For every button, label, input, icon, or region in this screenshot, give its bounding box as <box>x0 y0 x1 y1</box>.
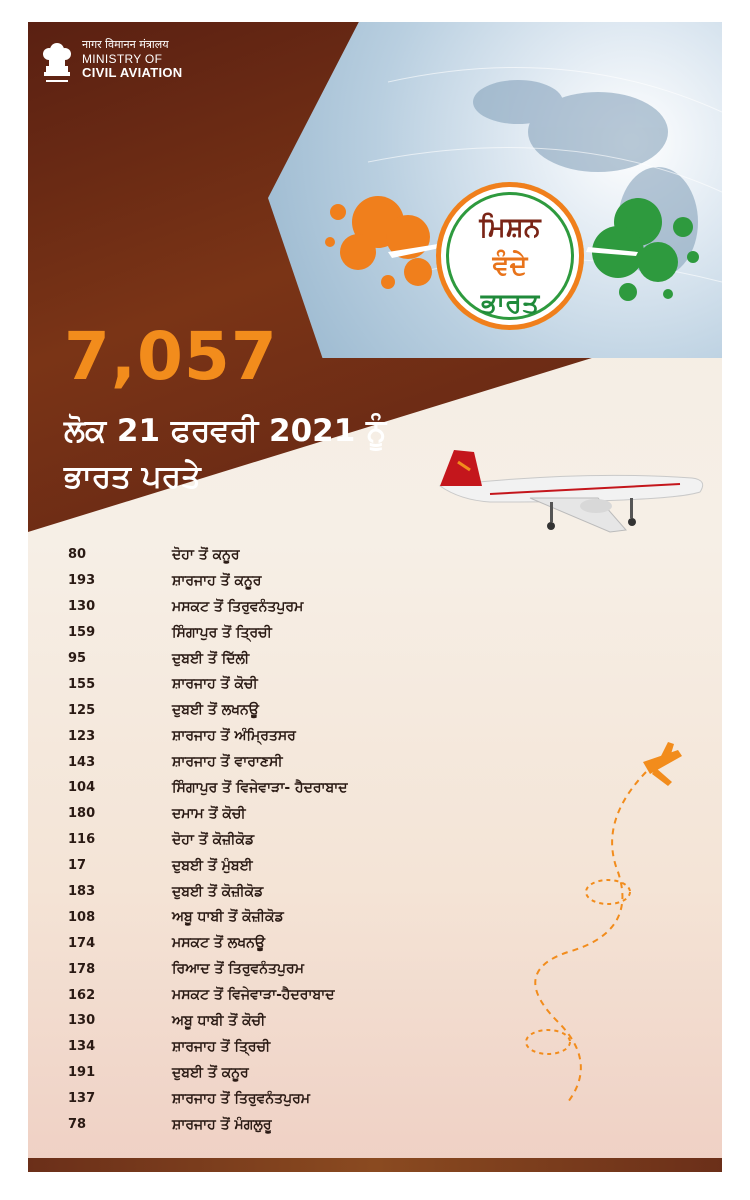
route-passenger-count: 78 <box>68 1117 87 1133</box>
route-name: ਸ਼ਾਰਜਾਹ ਤੋਂ ਅੰਮ੍ਰਿਤਸਰ <box>172 728 296 745</box>
route-passenger-count: 95 <box>68 651 87 666</box>
route-passenger-count: 80 <box>68 547 87 563</box>
route-passenger-count: 178 <box>68 961 96 977</box>
route-row <box>68 749 468 775</box>
route-row <box>68 723 468 749</box>
route-row <box>68 1086 468 1112</box>
route-name: ਸ਼ਾਰਜਾਹ ਤੋਂ ਕੋਚੀ <box>172 676 258 693</box>
route-passenger-count: 108 <box>68 909 96 925</box>
route-name: ਦੁਬਈ ਤੋਂ ਮੁੰਬਈ <box>172 857 253 874</box>
headline-text <box>64 408 484 500</box>
route-row <box>68 697 468 723</box>
route-passenger-count: 137 <box>68 1091 96 1107</box>
route-name: ਦੁਬਈ ਤੋਂ ਕੋਜ਼ੀਕੋਡ <box>172 883 264 900</box>
route-passenger-count: 159 <box>68 625 96 641</box>
route-row <box>68 1008 468 1034</box>
route-row <box>68 775 468 801</box>
route-passenger-count: 193 <box>68 573 96 589</box>
route-row <box>68 956 468 982</box>
route-row <box>68 1060 468 1086</box>
route-row <box>68 801 468 827</box>
route-row <box>68 646 468 672</box>
route-row <box>68 1034 468 1060</box>
route-passenger-count: 162 <box>68 987 96 1003</box>
route-row <box>68 827 468 853</box>
route-row <box>68 594 468 620</box>
route-row <box>68 879 468 905</box>
plane-icon <box>643 742 682 786</box>
state-emblem-icon <box>40 36 74 88</box>
route-name: ਦੁਬਈ ਤੋਂ ਦਿੱਲੀ <box>172 650 250 667</box>
route-passenger-count: 123 <box>68 728 96 744</box>
route-name: ਮਸਕਟ ਤੋਂ ਲਖਨਊ <box>172 935 265 952</box>
route-name: ਦੋਹਾ ਤੋਂ ਕਨੂਰ <box>172 546 240 563</box>
poster <box>28 22 722 1172</box>
route-name: ਅਬੂ ਧਾਬੀ ਤੋਂ ਕੋਚੀ <box>172 1012 266 1029</box>
route-name: ਸਿੰਗਾਪੁਰ ਤੋਂ ਤ੍ਰਿਚੀ <box>172 624 272 641</box>
route-row <box>68 620 468 646</box>
logo-text-bharat: ਭਾਰਤ <box>480 288 540 319</box>
route-row <box>68 1112 468 1138</box>
ministry-line-1: MINISTRY OF <box>82 52 163 66</box>
logo-text-mission: ਮਿਸ਼ਨ <box>479 212 541 243</box>
route-name: ਸ਼ਾਰਜਾਹ ਤੋਂ ਤਿਰੁਵਨੰਤਪੁਰਮ <box>172 1090 311 1107</box>
airliner-icon <box>430 440 710 544</box>
green-splash-decoration <box>568 182 708 312</box>
route-passenger-count: 174 <box>68 935 96 951</box>
route-name: ਦੁਬਈ ਤੋਂ ਕਨੂਰ <box>172 1064 249 1081</box>
route-row <box>68 982 468 1008</box>
headline-line-1: ਲੋਕ 21 ਫਰਵਰੀ 2021 ਨੂੰ <box>64 413 387 449</box>
route-passenger-count: 183 <box>68 884 96 900</box>
route-name: ਮਸਕਟ ਤੋਂ ਵਿਜੇਵਾੜਾ-ਹੈਦਰਾਬਾਦ <box>172 987 335 1004</box>
route-passenger-count: 17 <box>68 858 87 874</box>
route-passenger-count: 180 <box>68 806 96 822</box>
headline-count: 7,057 <box>64 318 278 395</box>
route-row <box>68 853 468 879</box>
route-passenger-count: 143 <box>68 754 96 770</box>
route-row <box>68 542 468 568</box>
route-name: ਸਿੰਗਾਪੁਰ ਤੋਂ ਵਿਜੇਵਾੜਾ- ਹੈਦਰਾਬਾਦ <box>172 779 348 796</box>
route-passenger-count: 125 <box>68 702 96 718</box>
route-name: ਸ਼ਾਰਜਾਹ ਤੋਂ ਕਨੂਰ <box>172 572 262 589</box>
route-row <box>68 930 468 956</box>
route-passenger-count: 104 <box>68 780 96 796</box>
ministry-hindi-name: नागर विमानन मंत्रालय <box>82 38 169 51</box>
route-name: ਸ਼ਾਰਜਾਹ ਤੋਂ ਤ੍ਰਿਚੀ <box>172 1038 271 1055</box>
route-row <box>68 568 468 594</box>
route-name: ਦੁਬਈ ਤੋਂ ਲਖਨਊ <box>172 702 259 719</box>
route-name: ਦਮਾਮ ਤੋਂ ਕੋਚੀ <box>172 805 246 822</box>
route-name: ਮਸਕਟ ਤੋਂ ਤਿਰੁਵਨੰਤਪੁਰਮ <box>172 598 304 615</box>
ministry-line-2: CIVIL AVIATION <box>82 65 183 80</box>
route-passenger-count: 134 <box>68 1039 96 1055</box>
routes-list <box>68 542 468 1137</box>
route-row <box>68 904 468 930</box>
route-name: ਦੋਹਾ ਤੋਂ ਕੋਜ਼ੀਕੋਡ <box>172 831 255 848</box>
route-name: ਸ਼ਾਰਜਾਹ ਤੋਂ ਵਾਰਾਣਸੀ <box>172 754 283 771</box>
ministry-branding <box>40 36 183 88</box>
flight-path-decoration <box>468 722 688 1122</box>
route-name: ਅਬੂ ਧਾਬੀ ਤੋਂ ਕੋਜ਼ੀਕੋਡ <box>172 909 284 926</box>
route-passenger-count: 191 <box>68 1065 96 1081</box>
headline-line-2: ਭਾਰਤ ਪਰਤੇ <box>64 459 201 495</box>
route-name: ਰਿਆਦ ਤੋਂ ਤਿਰੁਵਨੰਤਪੁਰਮ <box>172 961 304 978</box>
route-passenger-count: 116 <box>68 832 96 848</box>
ministry-text <box>82 36 183 80</box>
route-row <box>68 671 468 697</box>
route-passenger-count: 130 <box>68 599 96 615</box>
route-passenger-count: 155 <box>68 676 96 692</box>
route-name: ਸ਼ਾਰਜਾਹ ਤੋਂ ਮੰਗਲੁਰੂ <box>172 1116 272 1133</box>
logo-text-vande: ਵੰਦੇ <box>492 250 528 281</box>
route-passenger-count: 130 <box>68 1013 96 1029</box>
